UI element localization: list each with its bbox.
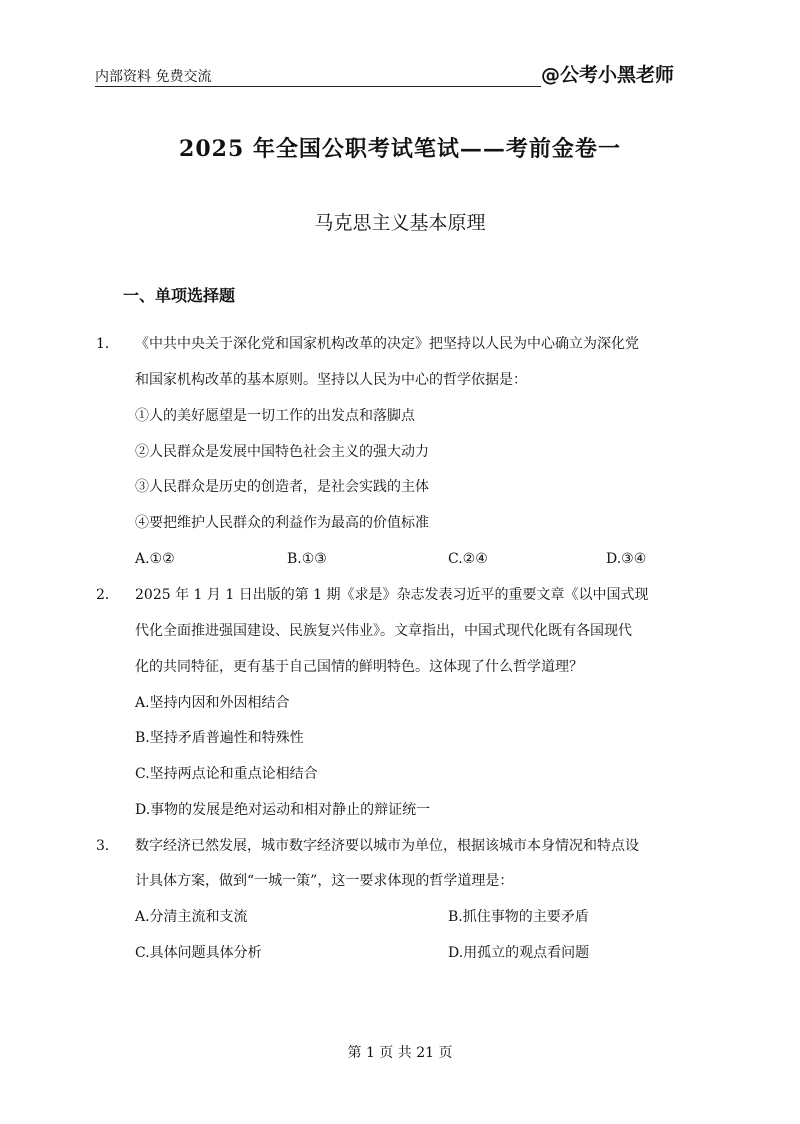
question-text: 和国家机构改革的基本原则。坚持以人民为中心的哲学依据是： [135, 372, 527, 388]
option-c: C.②④ [448, 551, 488, 567]
option-c: C.具体问题具体分析 [135, 945, 262, 961]
header-divider [95, 86, 541, 87]
document-title: 2025 年全国公职考试笔试——考前金卷一 [179, 136, 621, 162]
option-b: B.坚持矛盾普遍性和特殊性 [135, 730, 304, 746]
option-c: C.坚持两点论和重点论相结合 [135, 766, 318, 782]
option-b: B.抓住事物的主要矛盾 [448, 909, 589, 925]
statement-item: ②人民群众是发展中国特色社会主义的强大动力 [135, 444, 429, 460]
option-a: A.①② [135, 551, 175, 567]
question-text: 《中共中央关于深化党和国家机构改革的决定》把坚持以人民为中心确立为深化党 [135, 336, 639, 352]
question-text: 数字经济已然发展，城市数字经济要以城市为单位，根据该城市本身情况和特点设 [135, 838, 639, 854]
document-subtitle: 马克思主义基本原理 [314, 212, 486, 234]
question-text: 2025 年 1 月 1 日出版的第 1 期《求是》杂志发表习近平的重要文章《以中国式现 [135, 587, 649, 603]
option-b: B.①③ [287, 551, 327, 567]
option-d: D.③④ [606, 551, 647, 567]
option-d: D.用孤立的观点看问题 [448, 945, 590, 961]
option-d: D.事物的发展是绝对运动和相对静止的辩证统一 [135, 802, 431, 818]
question-text: 代化全面推进强国建设、民族复兴伟业》。文章指出，中国式现代化既有各国现代 [135, 623, 632, 639]
header-left-text: 内部资料 免费交流 [95, 69, 212, 85]
question-text: 计具体方案，做到“一城一策”，这一要求体现的哲学道理是： [135, 873, 514, 889]
option-a: A.坚持内因和外因相结合 [135, 695, 290, 711]
statement-item: ①人的美好愿望是一切工作的出发点和落脚点 [135, 408, 415, 424]
question-number: 1． [96, 336, 119, 352]
question-text: 化的共同特征，更有基于自己国情的鲜明特色。这体现了什么哲学道理？ [135, 659, 583, 675]
header-right-author: @公考小黑老师 [541, 64, 675, 86]
page-footer: 第 1 页 共 21 页 [347, 1045, 453, 1061]
question-number: 2． [96, 587, 119, 603]
question-number: 3． [96, 838, 119, 854]
statement-item: ③人民群众是历史的创造者，是社会实践的主体 [135, 479, 429, 495]
section-heading: 一、单项选择题 [123, 286, 236, 305]
statement-item: ④要把维护人民群众的利益作为最高的价值标准 [135, 515, 429, 531]
option-a: A.分清主流和支流 [135, 909, 248, 925]
